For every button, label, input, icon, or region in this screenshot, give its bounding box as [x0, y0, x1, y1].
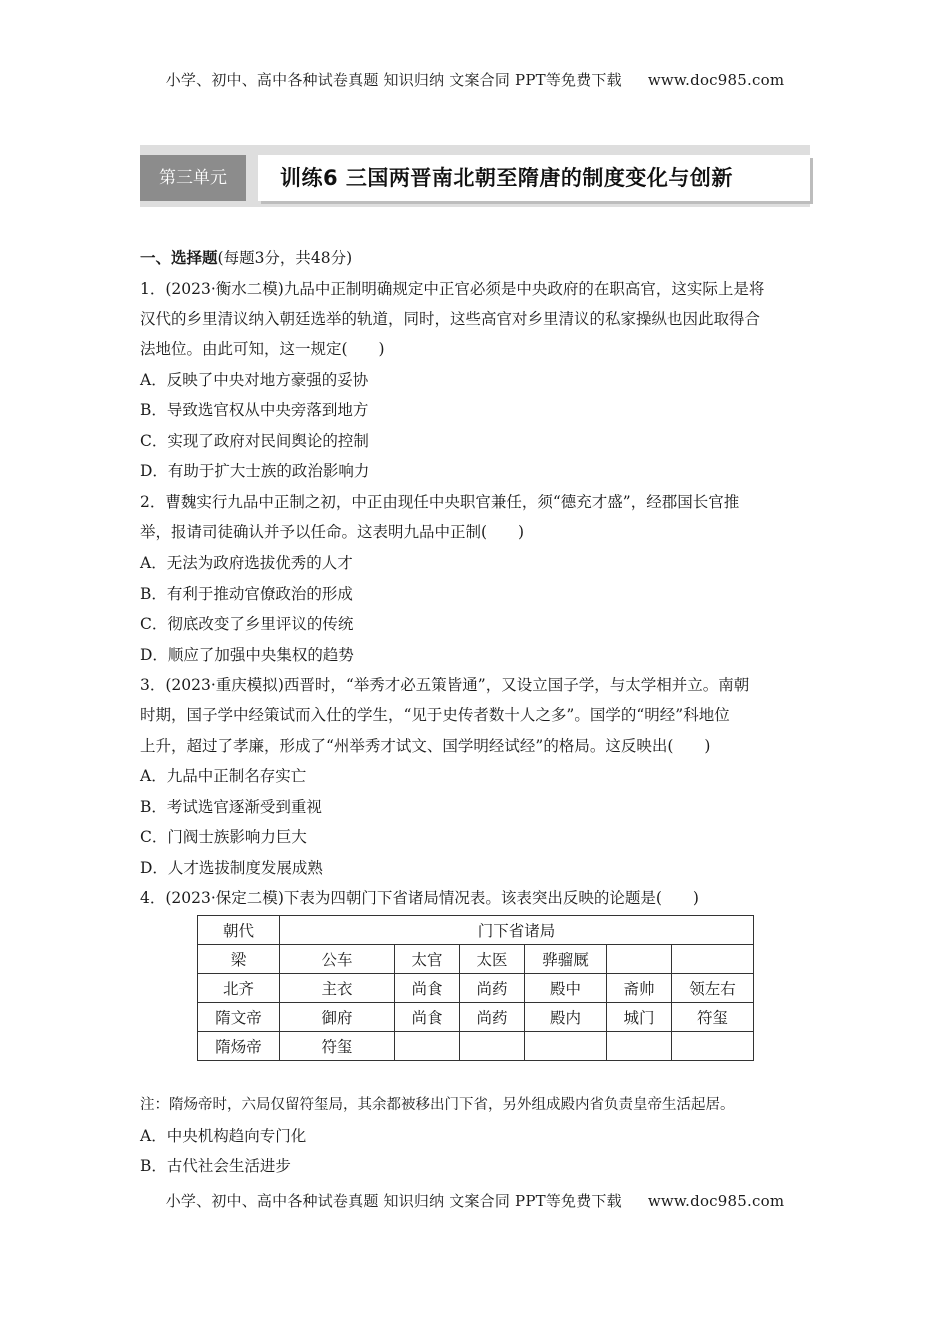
q3-option-c: C．门阀士族影响力巨大 — [140, 828, 307, 846]
banner-title-box — [258, 155, 810, 201]
table-cell — [607, 945, 672, 974]
q3-line-2: 时期，国子学中经策试而入仕的学生，“见于史传者数十人之多”。国学的“明经”科地位 — [140, 706, 730, 724]
table-cell: 梁 — [198, 945, 280, 974]
q4-line-1 — [140, 888, 699, 908]
table-cell: 殿中 — [525, 974, 607, 1003]
q1-line-3: 法地位。由此可知，这一规定( ) — [140, 340, 385, 358]
header-site: www.doc985.com — [647, 71, 785, 89]
q1-line-2: 汉代的乡里清议纳入朝廷选举的轨道，同时，这些高官对乡里清议的私家操纵也因此取得合 — [140, 310, 761, 328]
table-cell: 尚药 — [460, 974, 525, 1003]
q4-table-note: 注：隋炀帝时，六局仅留符玺局，其余都被移出门下省，另外组成殿内省负责皇帝生活起居。 — [140, 1097, 735, 1113]
table-cell: 太医 — [460, 945, 525, 974]
q1-line-1: 1．(2023·衡水二模)九品中正制明确规定中正官必须是中央政府的在职高官，这实际上是将 — [140, 280, 765, 298]
header-text: 小学、初中、高中各种试卷真题 知识归纳 文案合同 PPT等免费下载 — [165, 71, 622, 89]
q3-prefix: 3．(2023· — [140, 676, 216, 694]
table-cell — [460, 1032, 525, 1061]
q4-option-b: B．古代社会生活进步 — [140, 1157, 291, 1175]
table-cell: 隋文帝 — [198, 1003, 280, 1032]
table-cell: 领左右 — [672, 974, 754, 1003]
table-cell: 尚食 — [395, 974, 460, 1003]
q2-option-c: C．彻底改变了乡里评议的传统 — [140, 615, 354, 633]
q2-line-1: 2．曹魏实行九品中正制之初，中正由现任中央职官兼任，须“德充才盛”，经郡国长官推 — [140, 493, 740, 511]
table-cell — [672, 1032, 754, 1061]
table-cell: 殿内 — [525, 1003, 607, 1032]
table-row — [198, 974, 754, 1003]
table-header-dynasty: 朝代 — [198, 916, 280, 945]
q3-source: 重庆模拟 — [215, 676, 278, 694]
table-cell: 符玺 — [280, 1032, 395, 1061]
table-row — [198, 1003, 754, 1032]
q4-prefix: 4．(2023· — [140, 889, 216, 907]
page-header — [0, 69, 950, 90]
table-cell: 城门 — [607, 1003, 672, 1032]
q4-source: 保定二模 — [215, 889, 278, 907]
q3-option-b: B．考试选官逐渐受到重视 — [140, 798, 322, 816]
table-header-bureaus: 门下省诸局 — [280, 916, 754, 945]
table-cell — [395, 1032, 460, 1061]
table-row — [198, 1032, 754, 1061]
table-cell: 隋炀帝 — [198, 1032, 280, 1061]
q4-option-a: A．中央机构趋向专门化 — [140, 1127, 307, 1145]
banner-title: 训练6 三国两晋南北朝至隋唐的制度变化与创新 — [280, 166, 733, 190]
table-cell: 斋帅 — [607, 974, 672, 1003]
table-cell: 公车 — [280, 945, 395, 974]
q2-line-2: 举，报请司徒确认并予以任命。这表明九品中正制( ) — [140, 523, 525, 541]
q3-suffix: )西晋时，“举秀才必五策皆通”，又设立国子学，与太学相并立。南朝 — [277, 676, 750, 694]
q3-line-1 — [140, 675, 749, 695]
q3-option-d: D．人才选拔制度发展成熟 — [140, 859, 323, 877]
q1-option-d: D．有助于扩大士族的政治影响力 — [140, 462, 370, 480]
table-cell: 北齐 — [198, 974, 280, 1003]
q2-option-a: A．无法为政府选拔优秀的人才 — [140, 554, 353, 572]
page-footer — [0, 1190, 950, 1211]
table-cell — [607, 1032, 672, 1061]
q3-option-a: A．九品中正制名存实亡 — [140, 767, 307, 785]
table-header-row — [198, 916, 754, 945]
table-cell: 尚食 — [395, 1003, 460, 1032]
q1-option-b: B．导致选官权从中央旁落到地方 — [140, 401, 369, 419]
table-cell: 骅骝厩 — [525, 945, 607, 974]
table-cell: 主衣 — [280, 974, 395, 1003]
q1-option-c: C．实现了政府对民间舆论的控制 — [140, 432, 369, 450]
footer-text: 小学、初中、高中各种试卷真题 知识归纳 文案合同 PPT等免费下载 — [165, 1192, 622, 1210]
q2-option-b: B．有利于推动官僚政治的形成 — [140, 585, 353, 603]
footer-site: www.doc985.com — [647, 1192, 785, 1210]
table-cell — [672, 945, 754, 974]
table-cell: 尚药 — [460, 1003, 525, 1032]
section-title: 一、选择题 — [140, 248, 218, 267]
table-cell: 太官 — [395, 945, 460, 974]
q4-suffix: )下表为四朝门下省诸局情况表。该表突出反映的论题是( ) — [277, 889, 699, 907]
unit-banner — [140, 145, 810, 211]
table-cell: 御府 — [280, 1003, 395, 1032]
table-cell: 符玺 — [672, 1003, 754, 1032]
q2-option-d: D．顺应了加强中央集权的趋势 — [140, 646, 354, 664]
q3-line-3: 上升，超过了孝廉，形成了“州举秀才试文、国学明经试经”的格局。这反映出( ) — [140, 737, 711, 755]
table-cell — [525, 1032, 607, 1061]
bureau-table — [197, 915, 754, 1061]
q1-option-a: A．反映了中央对地方豪强的妥协 — [140, 371, 369, 389]
unit-label: 第三单元 — [140, 155, 246, 201]
table-row — [198, 945, 754, 974]
section-note: (每题3分，共48分) — [217, 249, 353, 267]
section-heading — [140, 248, 352, 268]
